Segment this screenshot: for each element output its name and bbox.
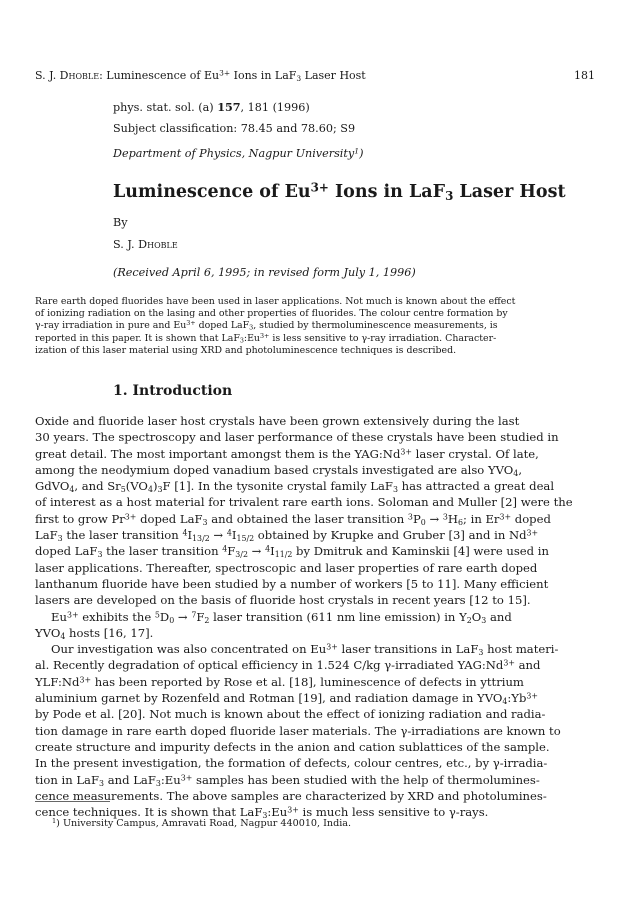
paragraph-2: $Eu^{3+}$ exhibits the $^5D_0 \to ^7F_2$ laser transition (611 nm line emission) in $Y_2O_3$ and $YVO_4$ hosts [16, 17]. [35,609,512,641]
paper-title: Luminescence of $Eu^{3+}$ Ions in LaF$_3$ Laser Host [113,180,566,203]
running-head-title: Luminescence of $Eu^{3+}$ Ions in LaF$_3$ Laser Host [106,68,366,83]
paragraph-3: Our investigation was also concentrated on $Eu^{3+}$ laser transitions in LaF$_3$ host materi- al. Recently degradation of optical efficiency in 1.524 C/kg γ-irradiated $YAG:Nd^{3+}$ and $YLF:Nd^{3+}$ has been reported by Rose et al. [18], luminescence of defects in yttrium aluminium garnet by Rozenfeld and Rotman [19], and radiation damage in $YVO_4:Yb^{3+}$ by Pode et al. [20]. Not much is known about the effect of ionizing radiation and radia- tion damage in rare earth doped fluoride laser materials. The γ-irradiations are known to create structure and impurity defects in the anion and cation sublattices of the sample. In the present investigation, the formation of defects, colour centres, etc., by γ-irradia- tion in LaF$_3$ and $LaF_3:Eu^{3+}$ samples has been studied with the help of thermolumines- cence measurements. The above samples are characterized by XRD and photolumines- cence techniques. It is shown that $LaF_3:Eu^{3+}$ is much less sensitive to γ-rays. [35,642,561,821]
paragraph-1: Oxide and fluoride laser host crystals have been grown extensively during the last 30 years. The spectroscopy and laser performance of these crystals have been studied in great detail. The most important amongst them is the $YAG:Nd^{3+}$ laser crystal. Of late, among the neodymium doped vanadium based crystals investigated are also $YVO_4$, GdVO$_4$, and $Sr_5(VO_4)_3F$ [1]. In the tysonite crystal family LaF$_3$ has attracted a great deal of interest as a host material for trivalent rare earth ions. Soloman and Muller [2] were the first to grow $Pr^{3+}$ doped LaF$_3$ and obtained the laser transition $^3P_0 \to ^3H_6$; in $Er^{3+}$ doped LaF$_3$ the laser transition $^4I_{13/2} \to ^4I_{15/2}$ obtained by Krupke and Gruber [3] and in $Nd^{3+}$ doped LaF$_3$ the laser transition $^4F_{3/2} \to ^4I_{11/2}$ by Dmitruk and Kaminskii [4] were used in laser applications. Thereafter, spectroscopic and laser properties of rare earth doped lanthanum fluoride have been studied by a number of workers [5 to 11]. Many efficient lasers are developed on the basis of fluoride host crystals in recent years [12 to 15]. [35,414,573,608]
subject-classification: Subject classification: 78.45 and 78.60; S9 [113,122,356,135]
byline-by: By [113,216,128,229]
author-name: S. J. Dhoble [113,238,178,251]
body-text [35,413,588,820]
footnote: $^1$) University Campus, Amravati Road, Nagpur 440010, India. [52,817,352,829]
running-head-author: S. J. Dhoble: [35,69,103,82]
running-head [35,69,595,82]
received-dates: (Received April 6, 1995; in revised form July 1, 1996) [113,266,416,279]
section-heading: 1. Introduction [113,383,233,399]
page-number: 181 [574,69,595,82]
abstract: Rare earth doped fluorides have been used in laser applications. Not much is known about the effect of ionizing radiation on the lasing and other properties of fluorides. The colour centre formation by γ-ray irradiation in pure and $Eu^{3+}$ doped LaF$_3$, studied by thermoluminescence measurements, is reported in this paper. It is shown that $LaF_3:Eu^{3+}$ is less sensitive to γ-ray irradiation. Character- ization of this laser material using XRD and photoluminescence techniques is described. [35,296,516,356]
affiliation: Department of Physics, Nagpur University$^1$) [113,146,364,160]
citation-line: phys. stat. sol. (a) 157, 181 (1996) [113,100,310,114]
footnote-rule [35,801,110,802]
